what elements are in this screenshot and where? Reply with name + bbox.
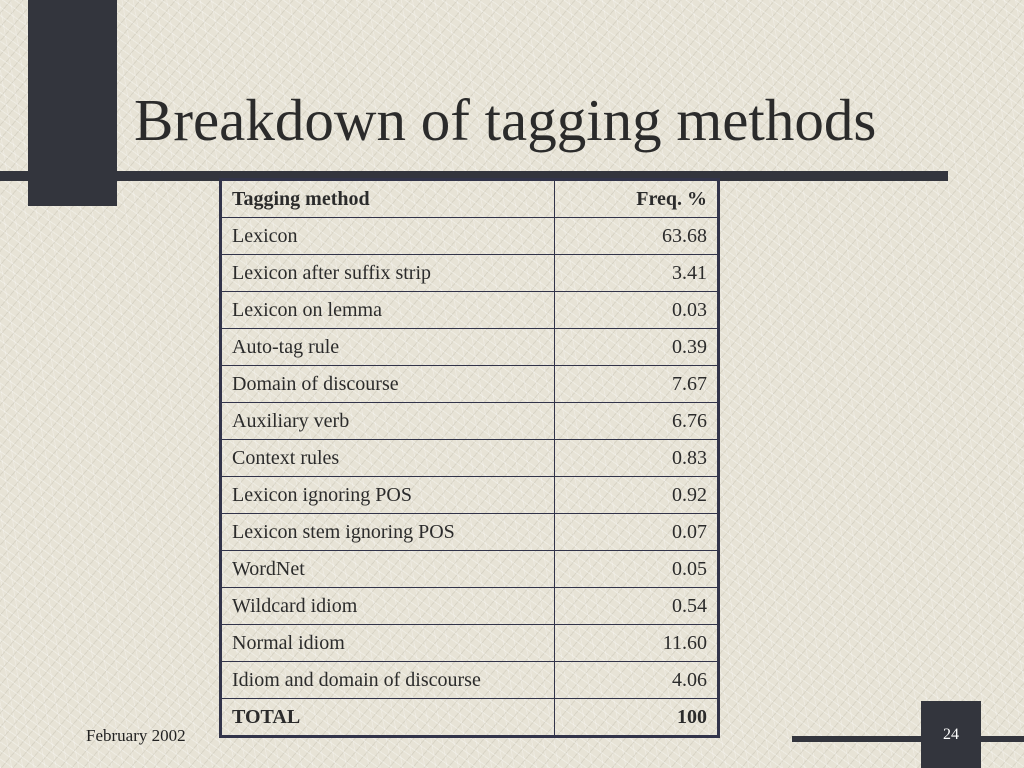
method-cell: Context rules — [222, 440, 555, 477]
freq-cell: 0.05 — [555, 551, 718, 588]
method-cell: Lexicon stem ignoring POS — [222, 514, 555, 551]
freq-cell: 0.92 — [555, 477, 718, 514]
slide-number: 24 — [943, 726, 959, 743]
table-row — [222, 218, 718, 255]
table-row — [222, 403, 718, 440]
table-total-row — [222, 699, 718, 736]
table-row — [222, 440, 718, 477]
table-row — [222, 292, 718, 329]
table-row — [222, 255, 718, 292]
method-cell: Lexicon ignoring POS — [222, 477, 555, 514]
table-body — [222, 218, 718, 699]
freq-cell: 63.68 — [555, 218, 718, 255]
table-row — [222, 662, 718, 699]
footer-rule — [792, 736, 1024, 742]
table-row — [222, 551, 718, 588]
freq-cell: 0.83 — [555, 440, 718, 477]
method-cell: Lexicon after suffix strip — [222, 255, 555, 292]
freq-cell: 7.67 — [555, 366, 718, 403]
total-value: 100 — [555, 699, 718, 736]
tagging-methods-table — [221, 180, 718, 736]
freq-cell: 4.06 — [555, 662, 718, 699]
total-label: TOTAL — [222, 699, 555, 736]
table-row — [222, 366, 718, 403]
freq-cell: 0.03 — [555, 292, 718, 329]
table-row — [222, 625, 718, 662]
freq-cell: 0.54 — [555, 588, 718, 625]
footer-date: February 2002 — [86, 726, 186, 745]
slide-title: Breakdown of tagging methods — [134, 87, 877, 153]
method-cell: Normal idiom — [222, 625, 555, 662]
method-cell: Auxiliary verb — [222, 403, 555, 440]
column-header-freq: Freq. % — [555, 181, 718, 218]
freq-cell: 0.07 — [555, 514, 718, 551]
method-cell: Wildcard idiom — [222, 588, 555, 625]
method-cell: Lexicon on lemma — [222, 292, 555, 329]
table-row — [222, 588, 718, 625]
method-cell: WordNet — [222, 551, 555, 588]
table-row — [222, 477, 718, 514]
method-cell: Lexicon — [222, 218, 555, 255]
table-row — [222, 514, 718, 551]
method-cell: Domain of discourse — [222, 366, 555, 403]
freq-cell: 0.39 — [555, 329, 718, 366]
freq-cell: 6.76 — [555, 403, 718, 440]
method-cell: Auto-tag rule — [222, 329, 555, 366]
table-header-row — [222, 181, 718, 218]
method-cell: Idiom and domain of discourse — [222, 662, 555, 699]
freq-cell: 11.60 — [555, 625, 718, 662]
column-header-method: Tagging method — [222, 181, 555, 218]
table-row — [222, 329, 718, 366]
freq-cell: 3.41 — [555, 255, 718, 292]
